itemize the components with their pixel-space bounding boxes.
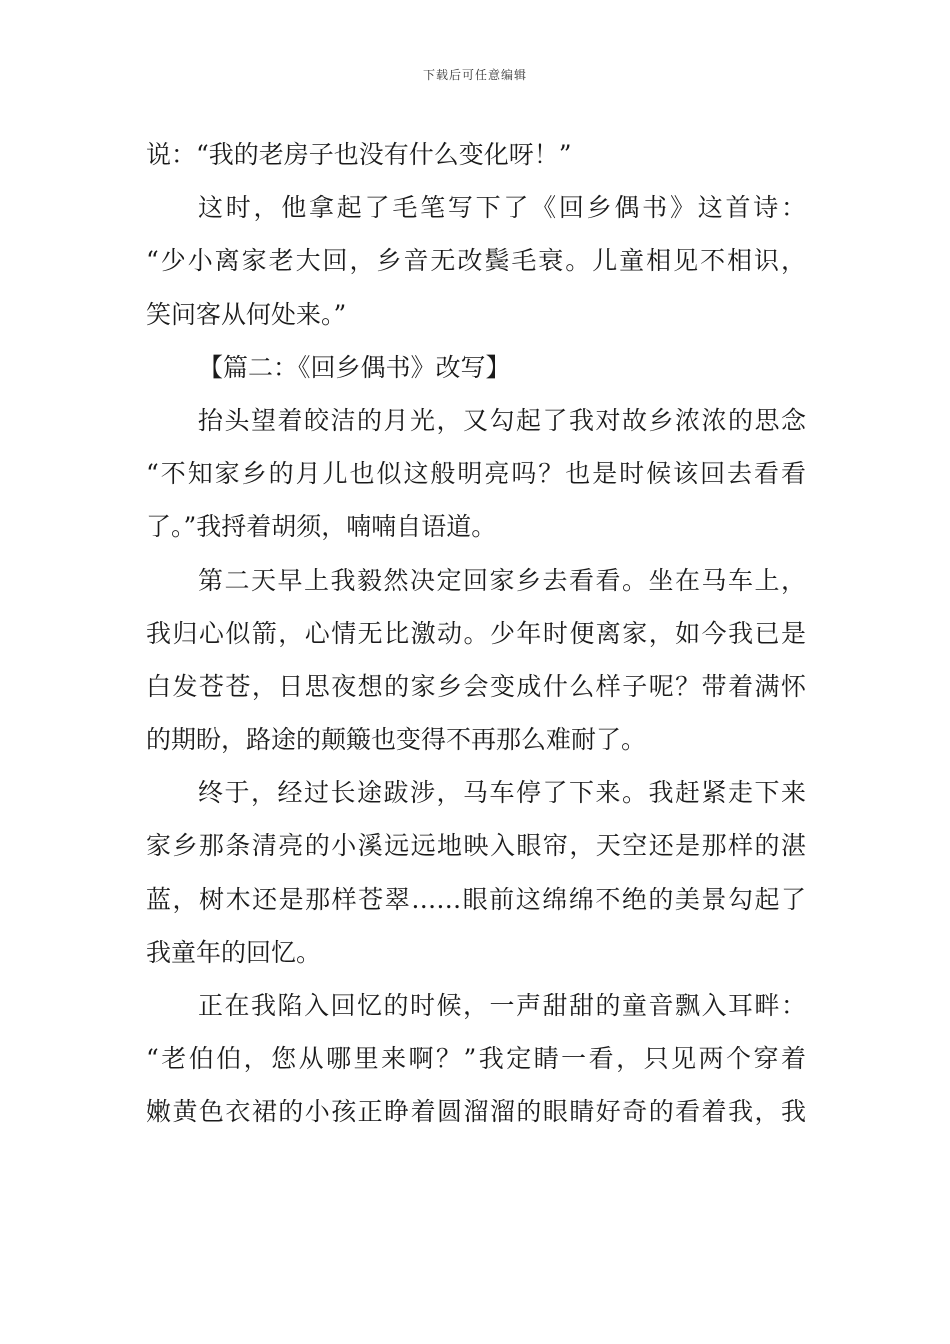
text-line: 终于，经过长途跋涉，马车停了下来。我赶紧走下来 (198, 778, 806, 808)
text-line: “不知家乡的月儿也似这般明亮吗？也是时候该回去看看 (146, 459, 806, 489)
text-line: 正在我陷入回忆的时候，一声甜甜的童音飘入耳畔： (198, 991, 806, 1020)
document-body (146, 128, 806, 1139)
section-heading: 【篇二：《回乡偶书》改写】 (198, 352, 511, 382)
text-line: 白发苍苍，日思夜想的家乡会变成什么样子呢？带着满怀 (146, 671, 806, 701)
text-line: “少小离家老大回，乡音无改鬓毛衰。儿童相见不相识， (146, 246, 806, 276)
text-line: 说：“我的老房子也没有什么变化呀！” (146, 140, 572, 169)
text-line: 嫩黄色衣裙的小孩正睁着圆溜溜的眼睛好奇的看着我，我 (146, 1097, 806, 1127)
text-line: 我童年的回忆。 (146, 937, 322, 967)
text-line: 的期盼，路途的颠簸也变得不再那么难耐了。 (146, 725, 647, 755)
text-line: 蓝，树木还是那样苍翠……眼前这绵绵不绝的美景勾起了 (146, 884, 806, 914)
text-line: 第二天早上我毅然决定回家乡去看看。坐在马车上， (198, 565, 806, 595)
text-line: 抬头望着皎洁的月光，又勾起了我对故乡浓浓的思念 (198, 405, 806, 435)
text-line: 了。”我捋着胡须，喃喃自语道。 (146, 512, 497, 542)
text-line: 这时，他拿起了毛笔写下了《回乡偶书》这首诗： (198, 193, 806, 223)
text-line: 我归心似箭，心情无比激动。少年时便离家，如今我已是 (146, 618, 806, 648)
text-line: “老伯伯，您从哪里来啊？”我定睛一看，只见两个穿着 (146, 1044, 806, 1074)
text-line: 笑问客从何处来。” (146, 299, 347, 329)
page-header: 下载后可任意编辑 (422, 68, 527, 82)
text-line: 家乡那条清亮的小溪远远地映入眼帘，天空还是那样的湛 (146, 831, 806, 861)
